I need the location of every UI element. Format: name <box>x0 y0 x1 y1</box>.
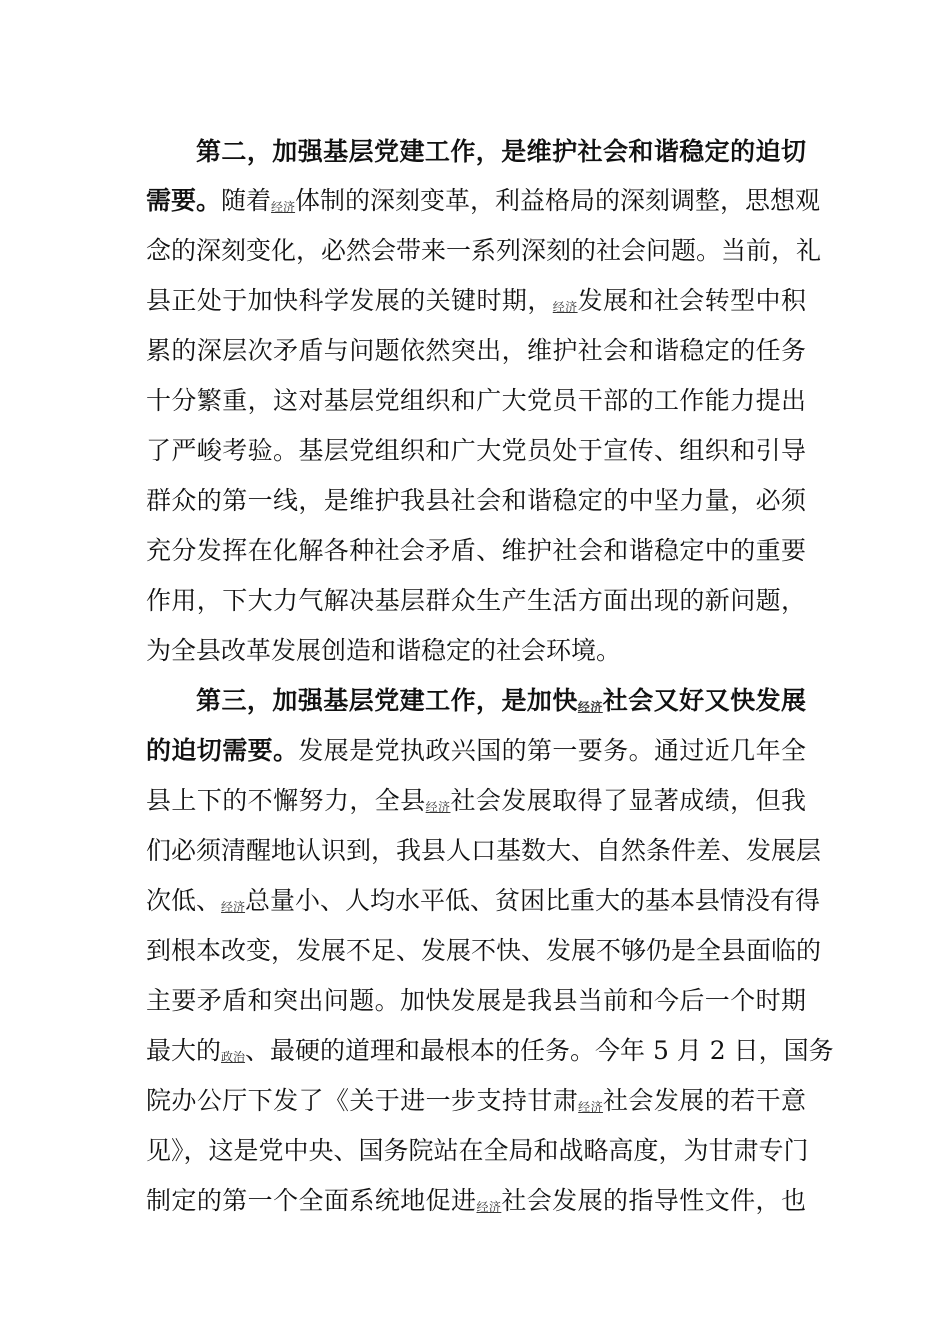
text-run: 随着 <box>221 186 272 215</box>
paragraph-2-heading-end: 需要。 <box>146 186 222 215</box>
text-run: 、最硬的道理和最根本的任务。今年 5 月 2 日，国务 <box>245 1036 834 1065</box>
text-run: 社会发展的若干意 <box>603 1086 806 1115</box>
paragraph-3-line-8 <box>146 1036 834 1066</box>
keyword-link-economy[interactable]: 经济 <box>577 700 603 714</box>
text-run: 最大的 <box>146 1036 222 1065</box>
paragraph-2-line-4 <box>146 286 806 316</box>
text-run: 累的深层次矛盾与问题依然突出，维护社会和谐稳定的任务 <box>146 336 806 365</box>
text-run: 十分繁重，这对基层党组织和广大党员干部的工作能力提出 <box>146 386 806 415</box>
paragraph-3-line-1 <box>196 686 806 716</box>
paragraph-3-heading-text: 第三，加强基层党建工作，是加快 <box>196 686 578 715</box>
paragraph-2-line-9 <box>146 536 806 566</box>
text-run: 制定的第一个全面系统地促进 <box>146 1186 477 1215</box>
keyword-link-economy[interactable]: 经济 <box>578 1100 604 1114</box>
paragraph-3-line-11 <box>146 1186 806 1216</box>
paragraph-2-line-10 <box>146 586 806 616</box>
keyword-link-economy[interactable]: 经济 <box>476 1200 502 1214</box>
text-run: 县正处于加快科学发展的关键时期， <box>146 286 553 315</box>
text-run: 县上下的不懈努力，全县 <box>146 786 426 815</box>
text-run: 见》，这是党中央、国务院站在全局和战略高度，为甘肃专门 <box>146 1136 809 1165</box>
text-run: 们必须清醒地认识到，我县人口基数大、自然条件差、发展层 <box>146 836 822 865</box>
keyword-link-politics[interactable]: 政治 <box>221 1050 246 1064</box>
text-run: 念的深刻变化，必然会带来一系列深刻的社会问题。当前，礼 <box>146 236 822 265</box>
text-run: 到根本改变，发展不足、发展不快、发展不够仍是全县面临的 <box>146 936 822 965</box>
text-run: 院办公厅下发了《关于进一步支持甘肃 <box>146 1086 579 1115</box>
paragraph-3-line-9 <box>146 1086 806 1116</box>
paragraph-2-line-6 <box>146 386 806 416</box>
text-run: 体制的深刻变革，利益格局的深刻调整，思想观 <box>295 186 821 215</box>
text-run: 主要矛盾和突出问题。加快发展是我县当前和今后一个时期 <box>146 986 806 1015</box>
keyword-link-economy[interactable]: 经济 <box>221 900 246 914</box>
text-run: 社会发展取得了显著成绩，但我 <box>450 786 806 815</box>
paragraph-3-line-10 <box>146 1136 809 1166</box>
text-run: 为全县改革发展创造和谐稳定的社会环境。 <box>146 636 622 665</box>
paragraph-2-heading-text: 第二，加强基层党建工作，是维护社会和谐稳定的迫切 <box>196 137 806 166</box>
paragraph-2-line-7 <box>146 436 806 466</box>
paragraph-2-line-2 <box>146 186 821 216</box>
text-run: 总量小、人均水平低、贫困比重大的基本县情没有得 <box>245 886 821 915</box>
paragraph-3-heading-end: 的迫切需要。 <box>146 736 299 765</box>
keyword-link-economy[interactable]: 经济 <box>271 200 296 214</box>
paragraph-3-line-6 <box>146 936 822 966</box>
keyword-link-economy[interactable]: 经济 <box>552 300 578 314</box>
paragraph-2-line-5 <box>146 336 806 366</box>
paragraph-3-heading-text: 社会又好又快发展 <box>602 686 806 715</box>
paragraph-3-line-2 <box>146 736 806 766</box>
text-run: 次低、 <box>146 886 222 915</box>
text-run: 作用，下大力气解决基层群众生产生活方面出现的新问题， <box>146 586 806 615</box>
paragraph-2-line-1 <box>196 137 806 167</box>
text-run: 发展是党执政兴国的第一要务。通过近几年全 <box>298 736 806 765</box>
keyword-link-economy[interactable]: 经济 <box>425 800 451 814</box>
paragraph-2-line-11 <box>146 636 806 666</box>
text-run: 充分发挥在化解各种社会矛盾、维护社会和谐稳定中的重要 <box>146 536 806 565</box>
text-run: 了严峻考验。基层党组织和广大党员处于宣传、组织和引导 <box>146 436 806 465</box>
text-run: 发展和社会转型中积 <box>577 286 806 315</box>
paragraph-3-line-5 <box>146 886 821 916</box>
paragraph-3-line-4 <box>146 836 822 866</box>
paragraph-2-line-3 <box>146 236 822 266</box>
text-run: 群众的第一线，是维护我县社会和谐稳定的中坚力量，必须 <box>146 486 806 515</box>
paragraph-2-line-8 <box>146 486 806 516</box>
paragraph-3-line-3 <box>146 786 806 816</box>
paragraph-3-line-7 <box>146 986 806 1016</box>
text-run: 社会发展的指导性文件，也 <box>501 1186 806 1215</box>
